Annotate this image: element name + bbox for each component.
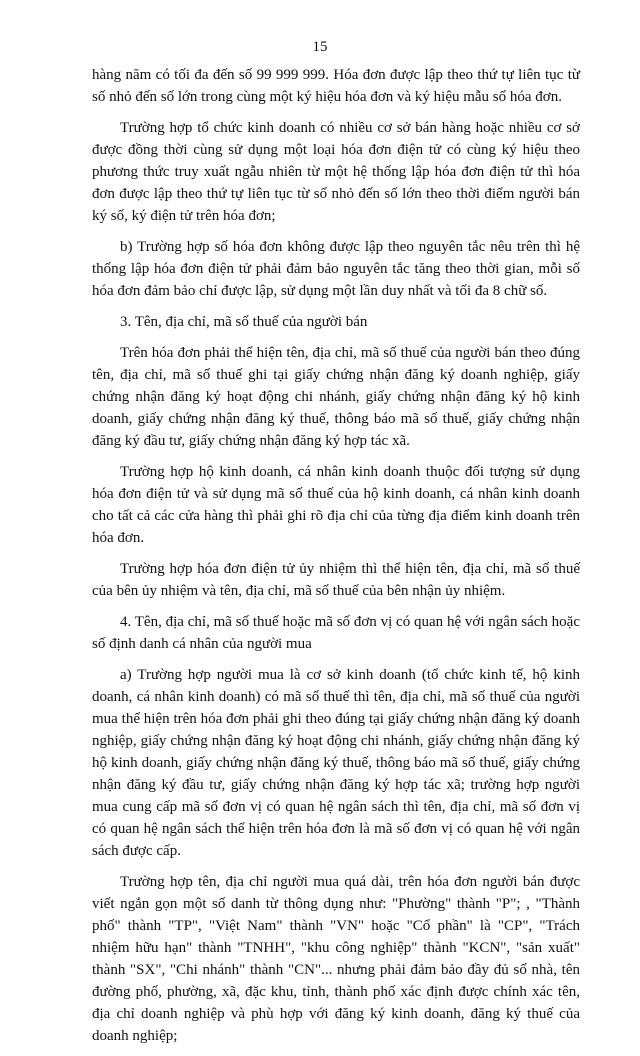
document-body [92, 64, 580, 1056]
paragraph-abbreviations: Trường hợp tên, địa chỉ người mua quá dài, trên hóa đơn người bán được viết ngắn gọn một số danh từ thông dụng như: "Phường" thành "P"; , "Thành phố" thành "TP", "Việt Nam" thành "VN" hoặc "Cổ phần" là "CP", "Trách nhiệm hữu hạn" thành "TNHH", "khu công nghiệp" thành "KCN", "sản xuất" thành "SX", "Chi nhánh" thành "CN"... nhưng phải đảm bảo đầy đủ số nhà, tên đường phố, phường, xã, đặc khu, tỉnh, thành phố xác định được chính xác tên, địa chỉ doanh nghiệp và phù hợp với đăng ký kinh doanh, đăng ký thuế của doanh nghiệp; [92, 874, 580, 1044]
paragraph-invoice-number-continuation: hàng năm có tối đa đến số 99 999 999. Hóa đơn được lập theo thứ tự liên tục từ số nhỏ đến số lớn trong cùng một ký hiệu hóa đơn và ký hiệu mẫu số hóa đơn. [92, 67, 580, 105]
paragraph-item-b-invoice-numbering: b) Trường hợp số hóa đơn không được lập theo nguyên tắc nêu trên thì hệ thống lập hóa đơn điện tử phải đảm bảo nguyên tắc tăng theo thời gian, mỗi số hóa đơn đảm bảo chỉ được lập, sử dụng một lần duy nhất và tối đa 8 chữ số. [92, 239, 580, 299]
paragraph-multiple-sales-establishments: Trường hợp tổ chức kinh doanh có nhiều cơ sở bán hàng hoặc nhiều cơ sở được đồng thời cùng sử dụng một loại hóa đơn điện tử có cùng ký hiệu theo phương thức truy xuất ngẫu nhiên từ một hệ thống lập hóa đơn điện tử thì hóa đơn được lập theo thứ tự liên tục từ số nhỏ đến số lớn theo thời điểm người bán ký số, ký điện tử trên hóa đơn; [92, 120, 580, 224]
paragraph-authorized-invoice: Trường hợp hóa đơn điện tử ủy nhiệm thì thể hiện tên, địa chỉ, mã số thuế của bên ủy nhiệm và tên, địa chỉ, mã số thuế của bên nhận ủy nhiệm. [92, 561, 580, 599]
section-heading-buyer-info: 4. Tên, địa chỉ, mã số thuế hoặc mã số đơn vị có quan hệ với ngân sách hoặc số định danh cá nhân của người mua [92, 614, 580, 652]
paragraph-household-business: Trường hợp hộ kinh doanh, cá nhân kinh doanh thuộc đối tượng sử dụng hóa đơn điện tử và sử dụng mã số thuế của hộ kinh doanh, cá nhân kinh doanh cho tất cả các cửa hàng thì phải ghi rõ địa chỉ của từng địa điểm kinh doanh trên hóa đơn. [92, 464, 580, 546]
paragraph-seller-name-address-tax: Trên hóa đơn phải thể hiện tên, địa chỉ, mã số thuế của người bán theo đúng tên, địa chỉ, mã số thuế ghi tại giấy chứng nhận đăng ký doanh nghiệp, giấy chứng nhận đăng ký hoạt động chi nhánh, giấy chứng nhận đăng ký hộ kinh doanh, giấy chứng nhận đăng ký thuế, thông báo mã số thuế, giấy chứng nhận đăng ký đầu tư, giấy chứng nhận đăng ký hợp tác xã. [92, 345, 580, 449]
page-number: 15 [312, 39, 328, 55]
section-heading-seller-info: 3. Tên, địa chỉ, mã số thuế của người bán [120, 314, 368, 330]
paragraph-item-a-buyer-business: a) Trường hợp người mua là cơ sở kinh doanh (tổ chức kinh tế, hộ kinh doanh, cá nhân kinh doanh) có mã số thuế thì tên, địa chỉ, mã số thuế của người mua thể hiện trên hóa đơn phải ghi theo đúng tại giấy chứng nhận đăng ký doanh nghiệp, giấy chứng nhận đăng ký hoạt động chi nhánh, giấy chứng nhận đăng ký hộ kinh doanh, giấy chứng nhận đăng ký thuế, thông báo mã số thuế, giấy chứng nhận đăng ký đầu tư, giấy chứng nhận đăng ký hợp tác xã; trường hợp người mua cung cấp mã số đơn vị có quan hệ ngân sách thì tên, địa chỉ, mã số đơn vị có quan hệ ngân sách thể hiện trên hóa đơn là mã số đơn vị có quan hệ với ngân sách được cấp. [92, 667, 580, 859]
